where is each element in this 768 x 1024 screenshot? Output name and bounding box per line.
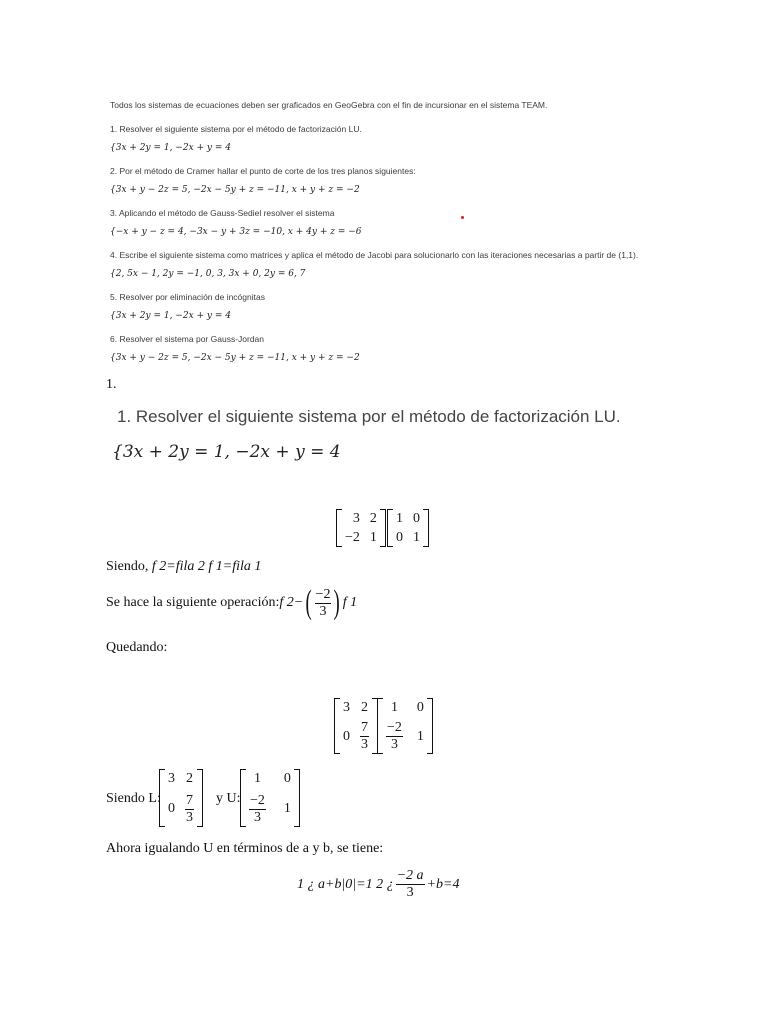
intro-line: Todos los sistemas de ecuaciones deben ser graficados en GeoGebra con el fin de incursionar en el sistema TEAM. [110, 100, 548, 110]
matrix-cell: 1 [416, 728, 424, 744]
fraction-denominator: 3 [406, 885, 414, 900]
big-heading: 1. Resolver el siguiente sistema por el método de factorización LU. [117, 407, 621, 426]
matrix-fraction [249, 794, 266, 825]
fraction-denominator: 3 [253, 809, 261, 825]
left-paren: ( [305, 584, 312, 621]
fraction-denominator: 3 [319, 603, 327, 619]
section-number: 1. [106, 377, 117, 392]
equation-2: {3x + y − 2z = 5, −2x − 5y + z = −11, x + y + z = −2 [110, 185, 360, 195]
operacion-f1: f 1 [342, 595, 358, 610]
final-eq-right: +b=4 [426, 876, 460, 892]
equation-6: {3x + y − 2z = 5, −2x − 5y + z = −11, x + y + z = −2 [110, 353, 360, 363]
fraction-denominator: 3 [390, 737, 398, 753]
matrix-identity [387, 509, 429, 547]
matrix-cell: 1 [283, 801, 291, 817]
operacion-prefix: Se hace la siguiente operación: [106, 595, 280, 610]
matrix-cell: 0 [416, 699, 424, 715]
siendo-expression: f 2=fila 2 f 1=fila 1 [151, 559, 262, 574]
big-equation: {3x + 2y = 1, −2x + y = 4 [112, 442, 341, 462]
ahora-line: Ahora igualando U en términos de a y b, se tiene: [106, 841, 384, 856]
operacion-fraction [315, 588, 332, 619]
quedando-label: Quedando: [106, 640, 168, 655]
equation-3: {−x + y − z = 4, −3x − y + 3z = −10, x + 4y + z = −6 [110, 227, 362, 237]
operacion-f2: f 2− [279, 595, 304, 610]
question-1: 1. Resolver el siguiente sistema por el método de factorización LU. [110, 124, 362, 134]
matrix-cell: 1 [390, 699, 398, 715]
question-6: 6. Resolver el sistema por Gauss-Jordan [110, 334, 265, 344]
fraction-denominator: 3 [186, 809, 193, 825]
matrix-fraction [386, 721, 403, 752]
fraction-numerator: 7 [361, 720, 368, 736]
matrix-cell: 0 [283, 771, 291, 787]
matrix-cell: 1 [413, 529, 420, 545]
matrix-cell: 2 [186, 771, 193, 787]
final-eq-left: 1 ¿ a+b|0|=1 2 ¿ [297, 876, 394, 892]
matrix-cell: 3 [352, 510, 360, 526]
fraction-numerator: −2 [315, 586, 331, 602]
question-5: 5. Resolver por eliminación de incógnitas [110, 292, 265, 302]
final-eq-fraction [396, 869, 425, 900]
matrix-cell: −2 [345, 529, 360, 545]
red-dot-mark [461, 216, 464, 219]
fraction-denominator: 3 [361, 737, 368, 753]
question-2: 2. Por el método de Cramer hallar el punto de corte de los tres planos siguientes: [110, 166, 416, 176]
matrix-cell: 1 [396, 510, 403, 526]
fraction-numerator: −2 [387, 720, 402, 736]
matrix-fraction [360, 721, 369, 752]
siendo-l-label: Siendo L: [106, 791, 161, 806]
equation-1: {3x + 2y = 1, −2x + y = 4 [110, 143, 231, 153]
matrix-cell: 0 [168, 801, 175, 817]
fraction-numerator: −2 a [396, 868, 424, 883]
operacion-line [106, 586, 357, 620]
fraction-numerator: −2 [250, 792, 265, 808]
question-3: 3. Aplicando el método de Gauss-Sediel resolver el sistema [110, 208, 335, 218]
matrix-result-right [377, 698, 433, 754]
matrix-fraction [185, 794, 194, 825]
matrix-cell: 0 [343, 728, 350, 744]
right-paren: ) [334, 584, 341, 621]
matrix-cell: 3 [168, 771, 175, 787]
matrix-original [336, 509, 386, 547]
matrix-cell: 0 [396, 529, 403, 545]
matrix-cell: 1 [253, 771, 261, 787]
matrix-l [159, 769, 203, 827]
siendo-line [106, 559, 261, 575]
equation-5: {3x + 2y = 1, −2x + y = 4 [110, 311, 231, 321]
matrix-cell: 2 [369, 510, 377, 526]
matrix-result-left [334, 698, 378, 754]
matrix-cell: 3 [343, 699, 350, 715]
matrix-cell: 2 [361, 699, 368, 715]
siendo-prefix: Siendo, [106, 559, 152, 574]
matrix-cell: 1 [369, 529, 377, 545]
matrix-cell: 0 [413, 510, 420, 526]
matrix-u [240, 769, 300, 827]
fraction-numerator: 7 [186, 792, 193, 808]
siendo-u-label: y U: [216, 791, 241, 806]
question-4: 4. Escribe el siguiente sistema como matrices y aplica el método de Jacobi para solucionarlo con las iteraciones necesarias a partir de (1,1). [110, 250, 639, 260]
equation-4: {2, 5x − 1, 2y = −1, 0, 3, 3x + 0, 2y = 6, 7 [110, 269, 306, 279]
final-equation [297, 869, 459, 900]
